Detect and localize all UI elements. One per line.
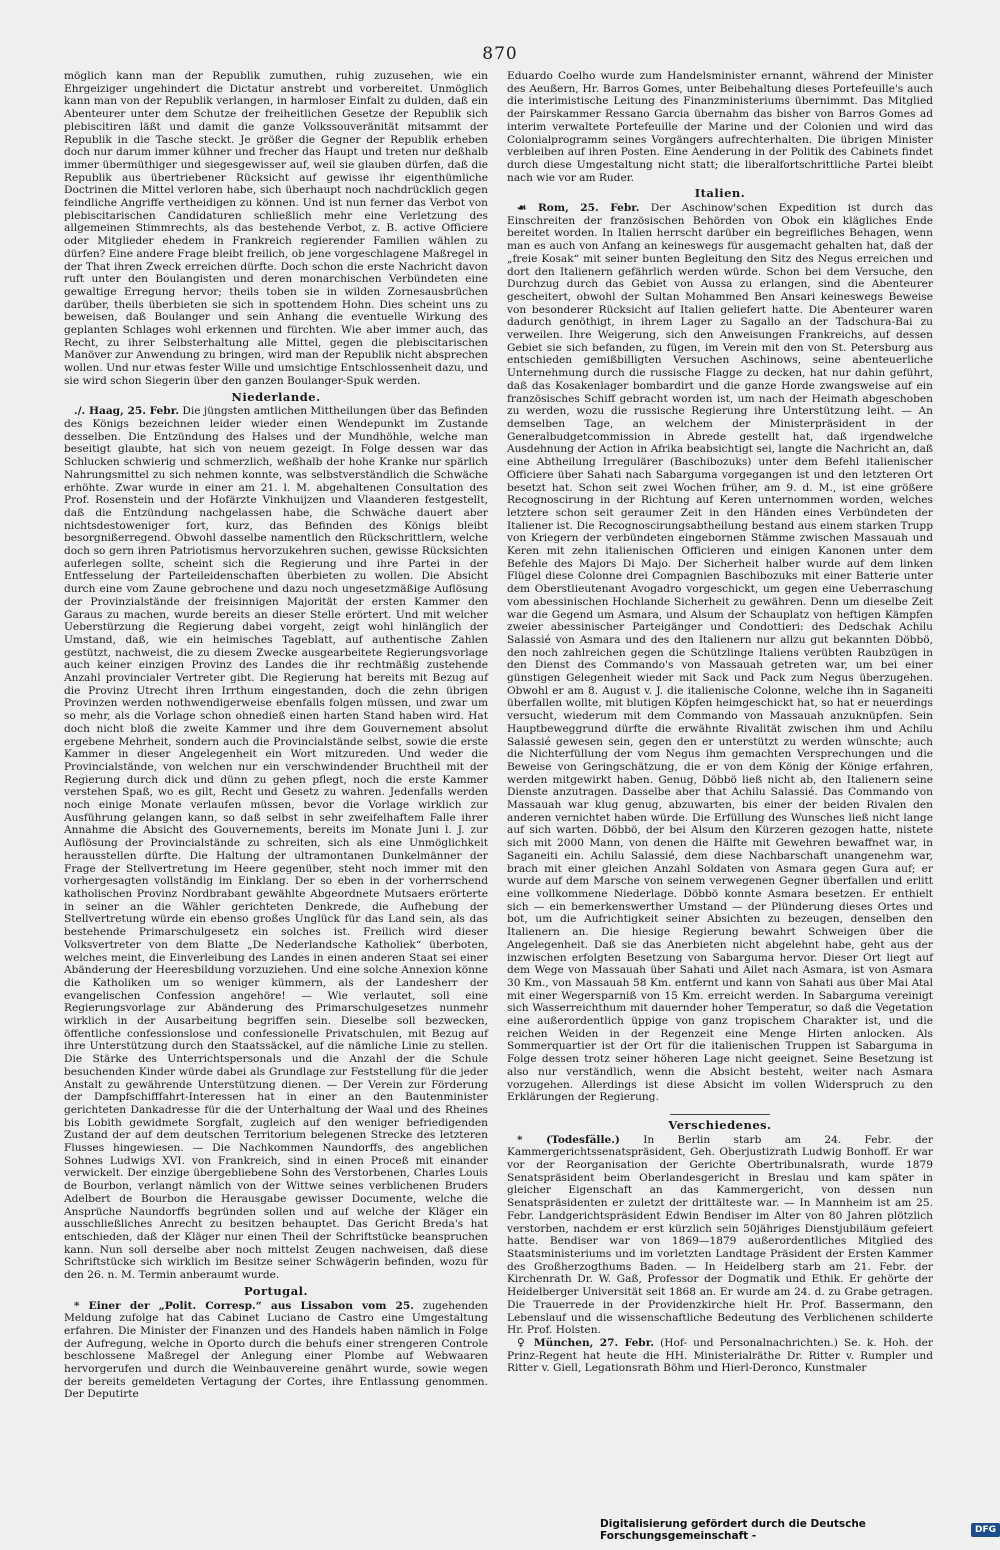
paragraph-text: Der Aschinow'schen Expedition ist durch das Einschreiten der französischen Behörden von Obok ein klägliches Ende bereitet worden. In Italien herrscht darüber ein begreifliches Behagen, wenn man es auch von Anfang an keineswegs für ausgemacht gehalten hat, daß der „freie Kosak“ mit seiner bunten Begleitung den Sitz des Negus erreichen und dort den Italienern gefährlich werden würde. Schon bei dem Versuche, den Durchzug durch das Gebiet von Aussa zu erlangen, sind die Abenteurer gescheitert, obwohl der Sultan Mohammed Ben Ansari keineswegs Beweise von besonderer Rücksicht auf Italien geliefert hatte. Die Abenteurer waren dadurch genöthigt, in ihrem Lager zu Sagallo an der Tadschura-Bai zu verweilen. Ihre Weigerung, sich den Anweisungen Frankreichs, auf dessen Gebiet sie sich befanden, zu fügen, im Verein mit den von St. Petersburg aus entschieden gemißbilligten Versuchen Aschinows, seine abenteuerliche Unternehmung durch die russische Flagge zu decken, hat nur dahin geführt, daß das Kosakenlager bombardirt und die ganze Horde zwangsweise auf ein französisches Schiff gebracht worden ist, um nach der Heimath abgeschoben zu werden, wozu die russische Regierung ihre Unterstützung leiht. — An demselben Tage, an welchem der Ministerpräsident in der Generalbudgetcommission in Abrede gestellt hat, daß irgendwelche Ausdehnung der Action in Afrika beabsichtigt sei, langte die Nachricht an, daß eine Abtheilung Irregulärer (Baschibozuks) unter dem Befehl italienischer Officiere über Sahati nach Sabarguma vorgegangen ist und den letzteren Ort besetzt hat. Schon seit zwei Wochen früher, am 9. d. M., ist eine größere Recognoscirung in der Richtung auf Keren unternommen worden, welches letztere schon seit geraumer Zeit in den Händen eines Verbündeten der Italiener ist. Die Recognoscirungsabtheilung bestand aus einem starken Trupp von Kriegern der verbündeten eingebornen Stämme zwischen Massauah und Keren mit zehn italienischen Officieren und einigen Kanonen unter dem Befehle des Majors Di Majo. Der Sicherheit halber wurde auf dem linken Flügel diese Colonne drei Compagnien Baschibozuks mit einer Batterie unter dem Oberstlieutenant Avogadro vorgeschickt, um gegen eine Ueberraschung vom abessinischen Hochlande Sicherheit zu gewähren. Denn um dieselbe Zeit war die Gegend um Asmara, und Alsum der Schauplatz von heftigen Kämpfen zweier abessinischer Parteigänger und Condottieri: des Dedschak Achilu Salassié von Asmara und des den Italienern nur allzu gut bekannten Döbbö, den noch zahlreichen gegen die Schützlinge Italiens verübten Raubzügen in den Dienst des Commando's von Massauah getreten war, um bei einer günstigen Gelegenheit wieder mit Sack und Pack zum Negus überzugehen. Obwohl er am 8. August v. J. die italienische Colonne, welche ihn in Saganeiti überfallen wollte, mit blutigen Köpfen heimgeschickt hat, so hat er neuerdings versucht, wiederum mit dem Commando von Massauah anzuknüpfen. Sein Hauptbeweggrund dürfte die erwähnte Rivalität zwischen ihm und Achilu Salassié gewesen sein, gegen den er unterstützt zu werden wünschte; auch die Nichterfüllung der vom Negus ihm gemachten Versprechungen und die Beweise von Geringschätzung, die er von dem König der Könige erfahren, werden mitgewirkt haben. Genug, Döbbö ließ nicht ab, den Italienern seine Dienste anzutragen. Dasselbe aber that Achilu Salassié. Das Commando von Massauah war klug genug, abzuwarten, bis einer der beiden Rivalen den anderen vernichtet haben würde. Die Erfüllung des Wunsches ließ nicht lange auf sich warten. Döbbö, der bei Alsum den Kürzeren gezogen hatte, nistete sich mit 2000 Mann, von denen die Hälfte mit Gewehren bewaffnet war, in Saganeiti ein. Achilu Salassié, dem diese Nachbarschaft unangenehm war, brach mit einer gleichen Anzahl Soldaten von Asmara gegen Gura auf; er wurde auf dem Marsche von seinem verwegenen Gegner überfallen und erlitt eine vollkommene Niederlage. Döbbö konnte Asmara besetzen. Er enthielt sich — ein bemerkenswerther Umstand — der Plünderung dieses Ortes und bot, um die Aufrichtigkeit seiner Absichten zu bezeugen, denselben den Italienern an. Die hiesige Regierung bewahrt Schweigen über die Angelegenheit. Daß sie das Anerbieten nicht abgelehnt habe, geht aus der inzwischen erfolgten Besetzung von Sabarguma hervor. Dieser Ort liegt auf dem Wege von Massauah über Sahati und Ailet nach Asmara, ist von Asmara 30 Km., von Massauah 58 Km. entfernt und kann von Sahati aus über Mai Atal mit einer Wegersparniß von 15 Km. erreicht werden. In Sabarguma vereinigt sich Wasserreichthum mit dauernder hoher Temperatur, so daß die Vegetation eine außerordentlich üppige von ganz tropischem Charakter ist, und die reichen Weiden in der Regenzeit eine Menge Hirten anlocken. Als Sommerquartier ist der Ort für die italienischen Truppen ist Sabarguma in Folge dessen trotz seiner höheren Lage nicht geeignet. Seine Besetzung ist also nur verständlich, wenn die Absicht besteht, weiter nach Asmara vorzugehen. Allerdings ist diese Absicht im vollen Widerspruch zu den Erklärungen der Regierung. bbox=[507, 202, 933, 1104]
dateline: ./. Haag, 25. Febr. bbox=[74, 405, 180, 418]
footer-text: Digitalisierung gefördert durch die Deutsche Forschungsgemeinschaft - bbox=[600, 1518, 866, 1542]
article-paragraph bbox=[64, 70, 488, 388]
paragraph-text: möglich kann man der Republik zumuthen, ruhig zuzusehen, wie ein Ehrgeiziger ungehindert die Dictatur anstrebt und vorbereitet. Unmöglich kann man von der Republik verlangen, in harmloser Einfalt zu dulden, daß ein Abenteurer unter dem Schutze der freiheitlichen Gesetze der Republik sich plebiscitiren läßt und damit die ganze Volkssouveränität mitsammt der Republik in die Tasche steckt. Je größer die Gegner der Republik erheben doch nur darum immer kühner und frecher das Haupt und treten nur deßhalb immer übermüthiger und siegesgewisser auf, weil sie glauben dürfen, daß die Republik aus übertriebener Rücksicht auf gewisse ihr eigenthümliche Doctrinen die Mittel verloren habe, sich überhaupt noch nachdrücklich gegen feindliche Angriffe vertheidigen zu können. Und ist nun ferner das Verbot von plebiscitarischen Candidaturen schließlich mehr eine Verletzung des allgemeinen Stimmrechts, als das bestehende Verbot, z. B. active Officiere oder Mitglieder ehedem in Frankreich regierender Familien wählen zu dürfen? Eine andere Frage bleibt freilich, ob jene vorgeschlagene Maßregel in der That ihren Zweck erreichen dürfte. Doch schon die erste Nachricht davon ruft unter den Boulangisten und deren monarchischen Verbündeten eine gewaltige Erregung hervor; theils toben sie in wilden Zornesausbrüchen darüber, theils überbieten sie sich in spottendem Hohn. Dies scheint uns zu beweisen, daß Boulanger und sein Anhang die eventuelle Wirkung des geplanten Schlages wohl erkennen und fürchten. Wie aber immer auch, das Recht, zu ihrer Selbsterhaltung alle Mittel, gegen die plebiscitarischen Manöver zur Anwendung zu bringen, wird man der Republik nicht absprechen wollen. Und nur etwas fester Wille und umsichtige Entschlossenheit dazu, und sie wird schon Siegerin über den ganzen Boulanger-Spuk werden. bbox=[64, 70, 488, 387]
article-paragraph bbox=[64, 405, 488, 1282]
dateline: ☙ Rom, 25. Febr. bbox=[517, 202, 640, 215]
article-paragraph bbox=[507, 202, 933, 1104]
section-heading: Niederlande. bbox=[231, 389, 321, 404]
paragraph-text: In Berlin starb am 24. Febr. der Kammergerichtssenatspräsident, Geh. Oberjustizrath Ludwig Bonhoff. Er war vor der Reorganisation der Gerichte Obertribunalsrath, wurde 1879 Senatspräsident beim Oberlandesgericht in Breslau und kam später in gleicher Eigenschaft an das Kammergericht, von dessen nun Senatspräsidenten er zuletzt der drittälteste war. — In Mannheim ist am 25. Febr. Landgerichtspräsident Edwin Bendiser im Alter von 80 Jahren plötzlich verstorben, nachdem er erst kürzlich sein 50jähriges Dienstjubiläum gefeiert hatte. Bendiser war von 1869—1879 außerordentliches Mitglied des Staatsministeriums und im vorletzten Landtage Präsident der Ersten Kammer des Großherzogthums Baden. — In Heidelberg starb am 21. Febr. der Kirchenrath Dr. W. Gaß, Professor der Dogmatik und Ethik. Er gehörte der Heidelberger Universität seit 1868 an. Er wurde am 24. d. zu Grabe getragen. Die Trauerrede in der Providenzkirche hielt Hr. Prof. Bassermann, den Lebenslauf und die wissenschaftliche Bedeutung des Verblichenen schilderte Hr. Prof. Holsten. bbox=[507, 1133, 933, 1337]
dateline: * (Todesfälle.) bbox=[517, 1133, 620, 1146]
article-paragraph bbox=[507, 1337, 933, 1375]
section-heading: Portugal. bbox=[243, 1283, 309, 1298]
dateline: ♀ München, 27. Febr. bbox=[517, 1336, 655, 1349]
page-number: 870 bbox=[482, 44, 518, 64]
section-divider bbox=[670, 1114, 770, 1115]
article-paragraph bbox=[507, 70, 933, 184]
paragraph-text: (Hof- und Personalnachrichten.) Se. k. Hoh. der Prinz-Regent hat heute die HH. Ministerialräthe Dr. Ritter v. Rumpler und Ritter v. Giell, Legationsrath Böhm und Hierl-Deronco, Kunstmaler bbox=[507, 1336, 933, 1375]
dfg-logo: DFG bbox=[971, 1523, 1000, 1537]
paragraph-text: Die jüngsten amtlichen Mittheilungen über das Befinden des Königs bezeichnen leider wieder einen Wendepunkt im Zustande desselben. Die Entzündung des Halses und der Mundhöhle, welche man beseitigt glaubte, hat sich von neuem gezeigt. In Folge dessen war das Schlucken schwierig und schmerzlich, weßhalb der hohe Kranke nur spärlich Nahrungsmittel zu sich nehmen konnte, was selbstverständlich die Schwäche erhöhte. Zwar wurde in einer am 21. l. M. abgehaltenen Consultation des Prof. Rosenstein und der Hofärzte Vinkhuijzen und Vlaanderen festgestellt, daß die Entzündung nachgelassen habe, die Schwäche dauert aber nichtsdestoweniger fort, kurz, das Befinden des Königs bleibt besorgnißerregend. Obwohl dasselbe namentlich den Rückschrittlern, welche doch so gern ihren Patriotismus hervorzukehren suchen, gewisse Rücksichten auferlegen sollte, scheint sich die Regierung und ihre Partei in der Entfesselung der Parteileidenschaften überbieten zu wollen. Die Absicht durch eine vom Zaune gebrochene und dazu noch ungesetzmäßige Auflösung der Provinzialstände der freisinnigen Majorität der ersten Kammer den Garaus zu machen, wurde bereits an dieser Stelle erörtert. Und mit welcher Ueberstürzung die Regierung dabei vorgeht, zeigt wohl hinlänglich der Umstand, daß, wie ein heimisches Tageblatt, auf authentische Zahlen gestützt, nachweist, die zu diesem Zwecke ausgearbeitete Regierungsvorlage auch keiner einzigen Provinz des Landes die ihr rechtmäßig zustehende Anzahl provincialer Vertreter gibt. Die Regierung hat bereits mit Bezug auf die Provinz Utrecht ihren Irrthum eingestanden, doch die zehn übrigen Provinzen werden nothwendigerweise ebenfalls folgen müssen, und zwar um so mehr, als die Vorlage schon ohnedieß einen harten Stand haben wird. Hat doch nicht bloß die zweite Kammer und ihre dem Gouvernement absolut ergebene Mehrheit, sondern auch die Provincialstände selbst, sowie die erste Kammer in dieser Angelegenheit ein Wort mitzureden. Und weder die Provincialstände, von welchen nur ein verschwindender Bruchtheil mit der Regierung durch dick und dünn zu gehen pflegt, noch die erste Kammer verstehen Spaß, wo es gilt, Recht und Gesetz zu wahren. Jedenfalls werden noch einige Monate verlaufen müssen, bevor die Vorlage wirklich zur Ausführung gelangen kann, so daß selbst in sehr zweifelhaftem Falle ihrer Annahme die Absicht des Gouvernements, bereits im Monate Juni l. J. zur Auflösung der Provincialstände zu schreiten, sich als eine Unmöglichkeit herausstellen dürfte. Die Haltung der ultramontanen Dunkelmänner der Frage der Stellvertretung im Heere gegenüber, steht noch immer mit den vorhergesagten vollständig im Einklang. Der so eben in der vorherrschend katholischen Provinz Nordbrabant gewählte Abgeordnete Mutsaers erörterte in seiner an die Wähler gerichteten Denkrede, die Aufhebung der Stellvertretung würde ein ebenso großes Unglück für das Land sein, als das bestehende Primarschulgesetz ein solches ist. Freilich wird dieser Volksvertreter von dem Blatte „De Nederlandsche Katholiek“ überboten, welches meint, die Einverleibung des Landes in einen anderen Staat sei einer Abänderung der Heeresbildung vorzuziehen. Und eine solche Annexion könne die Katholiken um so weniger kümmern, als der Landesherr der evangelischen Confession angehöre! — Wie verlautet, soll eine Regierungsvorlage zur Abänderung des Primarschulgesetzes nunmehr wirklich in der Ausarbeitung begriffen sein. Dieselbe soll bezwecken, öffentliche confessionslose und confessionelle Privatschulen, mit Bezug auf ihre Unterstützung durch den Staatssäckel, auf die nämliche Linie zu stellen. Die Stärke des Unterrichtspersonals und die Anzahl der die Schule besuchenden Kinder würde dabei als Grundlage zur Feststellung für die jeder Anstalt zu gewährende Unterstützung dienen. — Der Verein zur Förderung der Dampfschifffahrt-Interessen hat in einer an den Bautenminister gerichteten Dankadresse für die der Unterhaltung der Waal und des Rheines bis Lobith gewidmete Sorgfalt, zugleich auf den weniger befriedigenden Zustand der auf dem deutschen Territorium belegenen Strecke des letzteren Flusses hingewiesen. — Die Nachkommen Naundorffs, des angeblichen Sohnes Ludwigs XVI. von Frankreich, sind in einen Proceß mit einander verwickelt. Der einzige übergebliebene Sohn des Verstorbenen, Charles Louis de Bourbon, verlangt nämlich von der Wittwe seines verblichenen Bruders Adelbert de Bourbon die Herausgabe gewisser Documente, welche die Ansprüche Naundorffs begründen sollen und auf welche der Kläger ein ausschließliches Anrecht zu besitzen behauptet. Das Gericht Breda's hat entschieden, daß der Kläger nur einen Theil der Schriftstücke beanspruchen kann. Nun soll derselbe aber noch mittelst Zeugen nachweisen, daß diese Schriftstücke sich wirklich im Besitze seiner Schwägerin befinden, wozu für den 26. n. M. Termin anberaumt wurde. bbox=[64, 405, 489, 1282]
paragraph-text: zugehenden Meldung zufolge hat das Cabinet Luciano de Castro eine Umgestaltung erfahren. Die Minister der Finanzen und des Handels haben nämlich in Folge der Aufregung, welche in Oporto durch die behufs einer strengeren Controle beschlossene Maßregel der Anlegung einer Plombe auf Webwaaren hervorgerufen und durch die Weinbauvereine genährt wurde, sowie wegen der bereits gemeldeten Vertagung der Cortes, ihre Entlassung genommen. Der Deputirte bbox=[64, 1299, 488, 1401]
article-paragraph bbox=[64, 1300, 488, 1402]
digitization-footer bbox=[600, 1518, 1000, 1542]
left-column bbox=[64, 70, 488, 1401]
dateline: * Einer der „Polit. Corresp.“ aus Lissabon vom 25. bbox=[74, 1299, 414, 1312]
section-heading: Verschiedenes. bbox=[668, 1117, 772, 1132]
paragraph-text: Eduardo Coelho wurde zum Handelsminister ernannt, während der Minister des Aeußern, Hr. Barros Gomes, unter Beibehaltung dieses Portefeuille's auch die interimistische Leitung des Finanzministeriums übernimmt. Das Mitglied der Pairskammer Ressano Garcia übernahm das bisher von Barros Gomes ad interim verwaltete Portefeuille der Marine und der Colonien und wird das Colonialprogramm seines Vorgängers aufrechterhalten. Die übrigen Minister verbleiben auf ihren Posten. Eine Aenderung in der Politik des Cabinets findet durch diese Umgestaltung nicht statt; die liberalfortschrittliche Partei bleibt nach wie vor am Ruder. bbox=[507, 70, 933, 184]
article-paragraph bbox=[507, 1134, 933, 1337]
right-column bbox=[507, 70, 933, 1375]
section-heading: Italien. bbox=[694, 186, 746, 201]
